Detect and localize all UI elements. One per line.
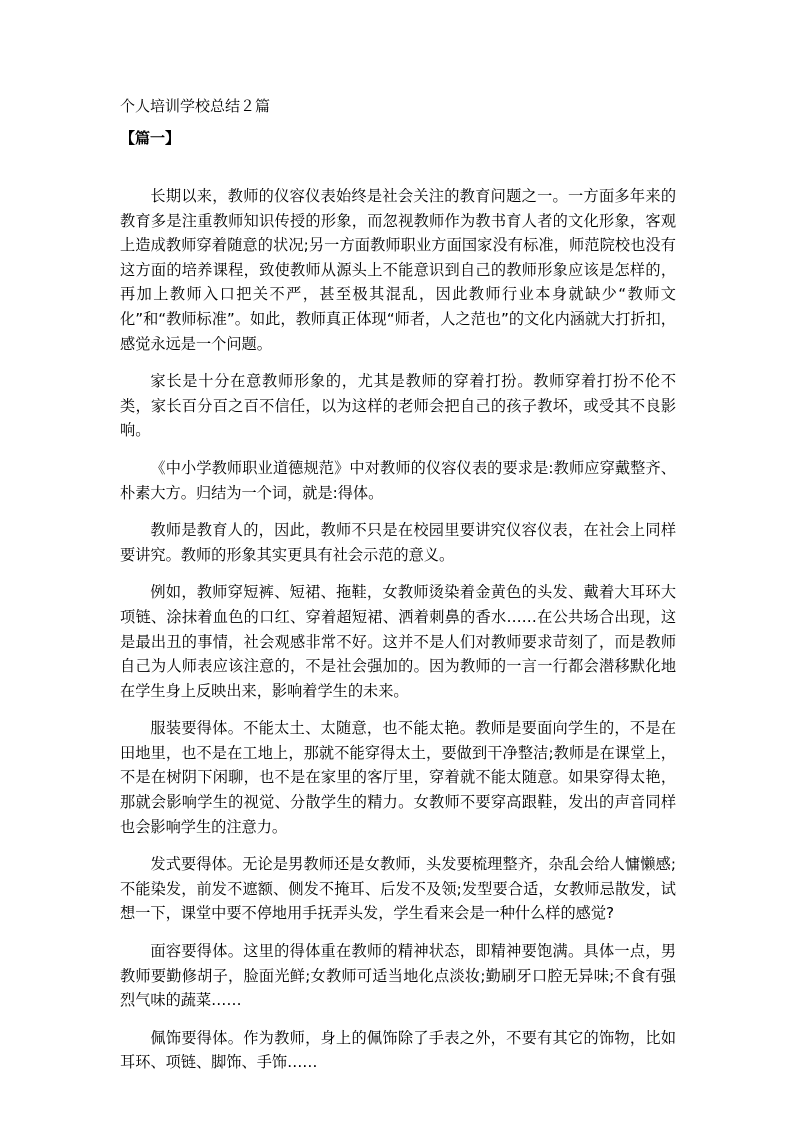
paragraph-5: 例如，教师穿短裤、短裙、拖鞋，女教师烫染着金黄色的头发、戴着大耳环大项链、涂抹着血色的口红、穿着超短裙、洒着刺鼻的香水……在公共场合出现，这是最出丑的事情，社会观感非常不好。这并不是人们对教师要求苛刻了，而是教师自己为人师表应该注意的，不是社会强加的。因为教师的一言一行都会潜移默化地在学生身上反映出来，影响着学生的未来。 [120, 583, 676, 700]
paragraph-1: 长期以来，教师的仪容仪表始终是社会关注的教育问题之一。一方面多年来的教育多是注重教师知识传授的形象，而忽视教师作为教书育人者的文化形象，客观上造成教师穿着随意的状况;另一方面教师职业方面国家没有标准，师范院校也没有这方面的培养课程，致使教师从源头上不能意识到自己的教师形象应该是怎样的，再加上教师入口把关不严，甚至极其混乱，因此教师行业本身就缺少“教师文化”和“教师标准”。如此，教师真正体现“师者，人之范也”的文化内涵就大打折扣，感觉永远是一个问题。 [120, 187, 676, 353]
section-heading: 【篇一】 [120, 129, 181, 147]
paragraph-8: 面容要得体。这里的得体重在教师的精神状态，即精神要饱满。具体一点，男教师要勤修胡子，脸面光鲜;女教师可适当地化点淡妆;勤刷牙口腔无异味;不食有强烈气味的蔬菜…… [120, 942, 676, 1010]
document-body [120, 184, 676, 1088]
paragraph-3: 《中小学教师职业道德规范》中对教师的仪容仪表的要求是:教师应穿戴整齐、朴素大方。归结为一个词，就是:得体。 [120, 458, 676, 502]
paragraph-2: 家长是十分在意教师形象的，尤其是教师的穿着打扮。教师穿着打扮不伦不类，家长百分百之百不信任，以为这样的老师会把自己的孩子教坏，或受其不良影响。 [120, 372, 676, 440]
paragraph-9: 佩饰要得体。作为教师，身上的佩饰除了手表之外，不要有其它的饰物，比如耳环、项链、脚饰、手饰…… [120, 1028, 676, 1072]
paragraph-6: 服装要得体。不能太土、太随意，也不能太艳。教师是要面向学生的，不是在田地里，也不是在工地上，那就不能穿得太土，要做到干净整洁;教师是在课堂上，不是在树阴下闲聊，也不是在家里的客厅里，穿着就不能太随意。如果穿得太艳，那就会影响学生的视觉、分散学生的精力。女教师不要穿高跟鞋，发出的声音同样也会影响学生的注意力。 [120, 719, 676, 836]
paragraph-4: 教师是教育人的，因此，教师不只是在校园里要讲究仪容仪表，在社会上同样要讲究。教师的形象其实更具有社会示范的意义。 [120, 521, 676, 564]
paragraph-7: 发式要得体。无论是男教师还是女教师，头发要梳理整齐，杂乱会给人慵懒感;不能染发，前发不遮额、侧发不掩耳、后发不及领;发型要合适，女教师忌散发，试想一下，课堂中要不停地用手抚弄头发，学生看来会是一种什么样的感觉? [120, 855, 676, 923]
document-title: 个人培训学校总结２篇 [120, 97, 271, 115]
